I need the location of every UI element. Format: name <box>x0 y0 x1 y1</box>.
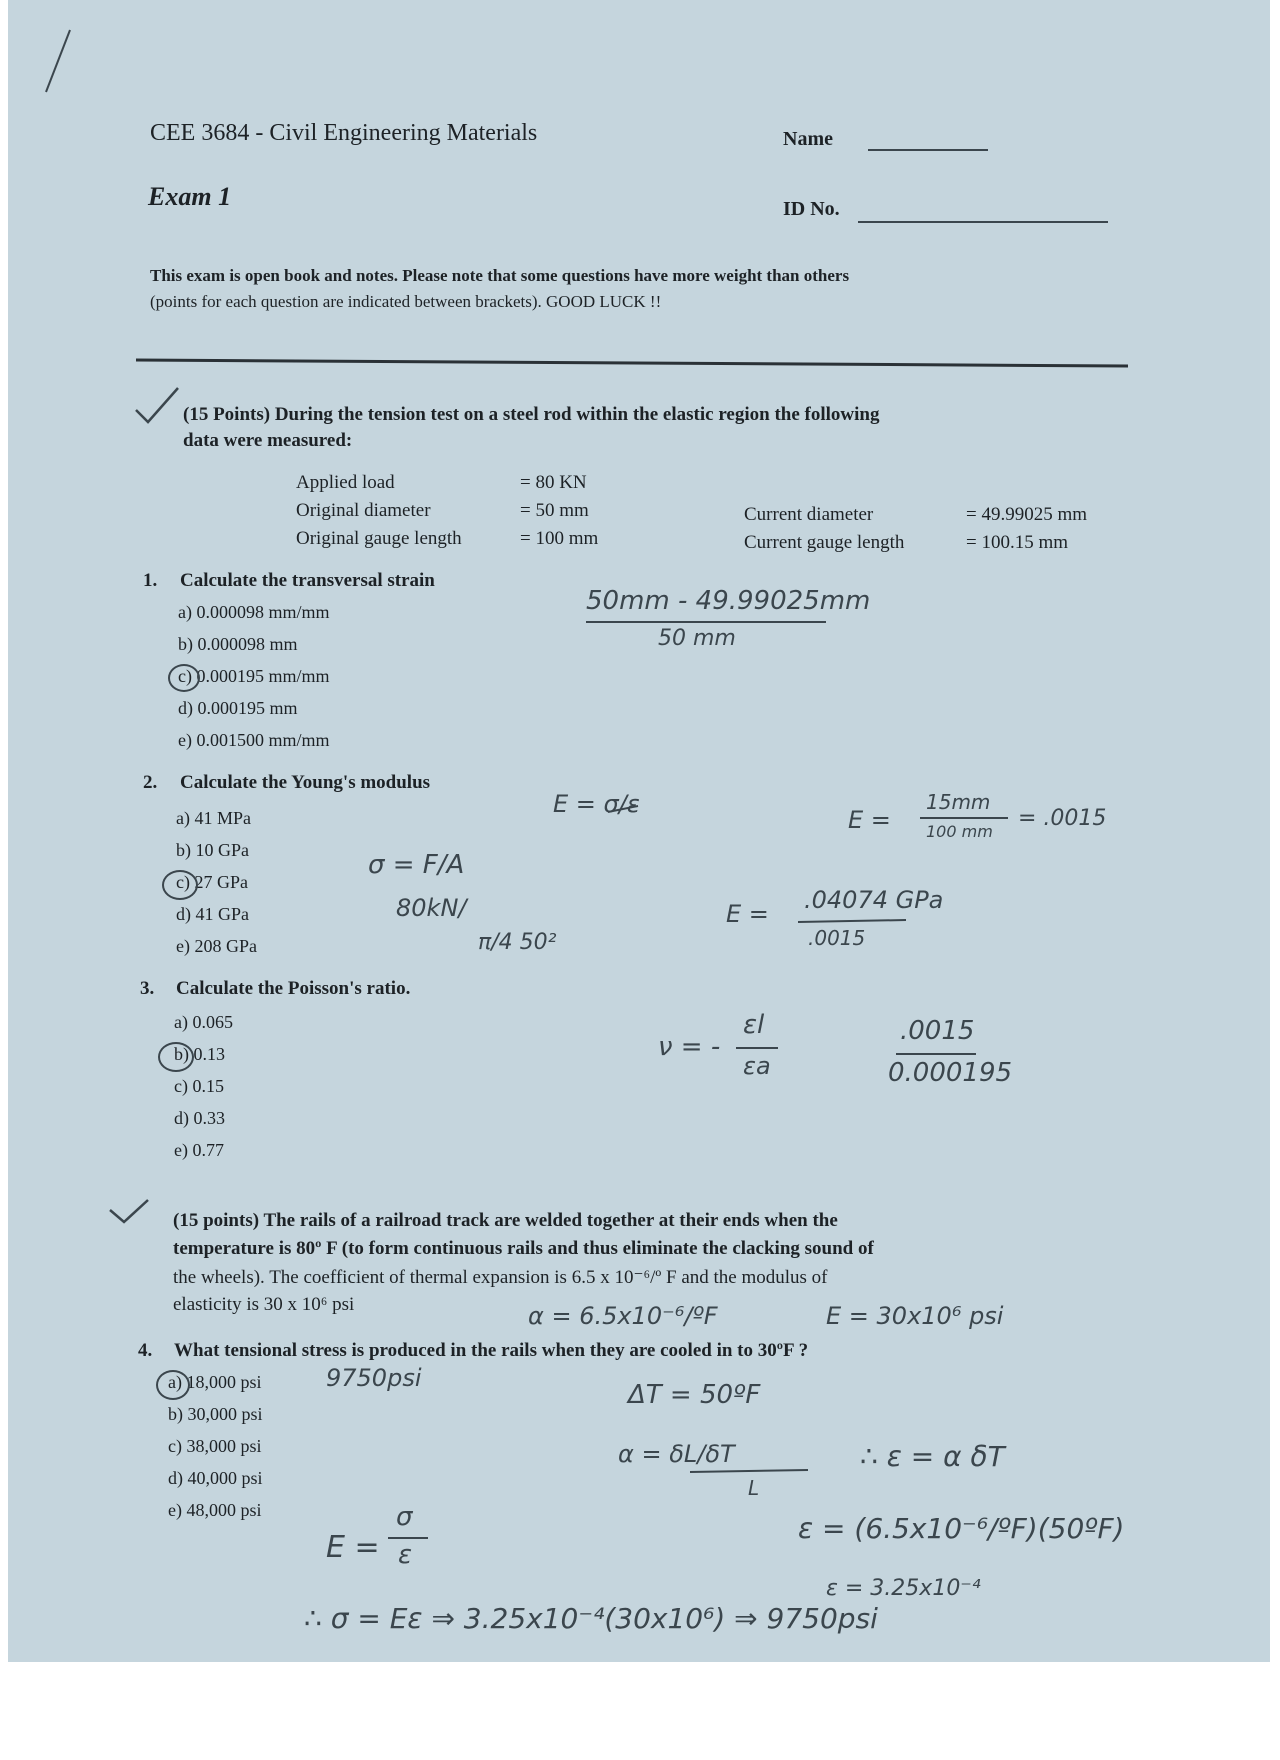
hw-strain-denominator: 50 mm <box>658 626 736 651</box>
hw-strain-numerator: 50mm - 49.99025mm <box>586 586 871 616</box>
problem-2-intro-1: (15 points) The rails of a railroad track are welded together at their ends when the <box>173 1210 838 1231</box>
hw-e-def-lhs: E = <box>326 1530 380 1565</box>
q2-option-b[interactable]: b) 10 GPa <box>176 840 249 860</box>
question-4-number: 4. <box>138 1340 153 1361</box>
q1-answer-circle <box>168 664 200 692</box>
q4-option-a[interactable]: a) 18,000 psi <box>168 1372 262 1392</box>
hw-eps-result: = .0015 <box>1018 806 1107 831</box>
q1-option-a[interactable]: a) 0.000098 mm/mm <box>178 602 330 622</box>
hw-alpha-definition-den: L <box>748 1476 760 1500</box>
hw-poisson-numerator: εl <box>743 1010 765 1040</box>
question-4-text: What tensional stress is produced in the rails when they are cooled in to 30ºF ? <box>174 1340 809 1361</box>
hw-alpha-definition: α = δL/δT <box>618 1440 735 1468</box>
current-gauge-value: = 100.15 mm <box>966 532 1069 553</box>
name-label: Name <box>783 128 833 150</box>
hw-eps-numerator: 15mm <box>926 790 991 814</box>
original-gauge-label: Original gauge length <box>296 528 462 549</box>
q3-option-c[interactable]: c) 0.15 <box>174 1076 224 1096</box>
hw-poisson-value-numerator: .0015 <box>900 1016 975 1046</box>
current-diameter-value: = 49.99025 mm <box>966 504 1088 525</box>
q3-answer-circle <box>158 1042 194 1072</box>
q4-option-b[interactable]: b) 30,000 psi <box>168 1404 263 1424</box>
question-3-number: 3. <box>140 978 155 999</box>
hw-answer-note: 9750psi <box>326 1364 422 1392</box>
q4-option-e[interactable]: e) 48,000 psi <box>168 1500 262 1520</box>
q4-option-d[interactable]: d) 40,000 psi <box>168 1468 263 1488</box>
q3-option-b[interactable]: b) 0.13 <box>174 1044 225 1064</box>
hw-eps-calculation: ε = (6.5x10⁻⁶/ºF)(50ºF) <box>798 1512 1125 1545</box>
problem-1-intro-1: (15 Points) During the tension test on a steel rod within the elastic region the following <box>183 404 880 425</box>
exam-page <box>8 0 1270 1662</box>
hw-eps-formula: ∴ ε = α δT <box>860 1440 1005 1473</box>
problem-2-intro-3: the wheels). The coefficient of thermal expansion is 6.5 x 10⁻⁶/º F and the modulus of <box>173 1267 828 1288</box>
q2-option-c[interactable]: c) 27 GPa <box>176 872 248 892</box>
question-1-number: 1. <box>143 570 158 591</box>
problem-1-intro-2: data were measured: <box>183 430 353 451</box>
id-label: ID No. <box>783 198 840 220</box>
hw-sigma-numerator: 80kN/ <box>396 894 467 922</box>
hw-sigma-denominator: π/4 50² <box>478 930 557 955</box>
checkmark-problem-2 <box>110 1200 148 1222</box>
q1-option-e[interactable]: e) 0.001500 mm/mm <box>178 730 330 750</box>
exam-number: Exam 1 <box>148 182 232 211</box>
original-diameter-value: = 50 mm <box>520 500 589 521</box>
hw-e-denominator: .0015 <box>808 926 866 950</box>
q1-option-c[interactable]: c) 0.000195 mm/mm <box>178 666 330 686</box>
hw-e-def-denominator: ε <box>398 1540 413 1570</box>
corner-pen-stroke <box>46 30 70 92</box>
q2-option-d[interactable]: d) 41 GPa <box>176 904 249 924</box>
hw-eps-denominator: 100 mm <box>926 822 993 841</box>
question-2-number: 2. <box>143 772 158 793</box>
hw-e-numerator: .04074 GPa <box>804 886 944 914</box>
q3-option-e[interactable]: e) 0.77 <box>174 1140 224 1160</box>
hw-e-note: E = 30x10⁶ psi <box>826 1302 1004 1330</box>
q4-answer-circle <box>156 1370 190 1400</box>
e-fraction-bar <box>798 920 906 922</box>
q1-option-d[interactable]: d) 0.000195 mm <box>178 698 298 718</box>
q2-answer-circle <box>162 870 198 900</box>
original-gauge-value: = 100 mm <box>520 528 599 549</box>
hw-e-prefix: E = <box>726 900 769 928</box>
problem-2-intro-4: elasticity is 30 x 10⁶ psi <box>173 1294 355 1315</box>
q3-option-a[interactable]: a) 0.065 <box>174 1012 233 1032</box>
hw-poisson-value-denominator: 0.000195 <box>888 1058 1013 1088</box>
instructions-line-1: This exam is open book and notes. Please note that some questions have more weight than others <box>150 266 850 285</box>
alpha-fraction-bar <box>690 1470 808 1472</box>
hw-final-epsilon: ε = 3.25x10⁻⁴ <box>826 1576 981 1601</box>
current-gauge-label: Current gauge length <box>744 532 905 553</box>
question-3-text: Calculate the Poisson's ratio. <box>176 978 411 999</box>
hw-poisson-denominator: εa <box>743 1052 771 1080</box>
question-1-text: Calculate the transversal strain <box>180 570 435 591</box>
hw-poisson-lhs: ν = - <box>658 1032 721 1062</box>
hw-young-formula: E = σ/ε <box>553 790 640 818</box>
q4-option-c[interactable]: c) 38,000 psi <box>168 1436 262 1456</box>
applied-load-label: Applied load <box>296 472 395 493</box>
instructions-line-2: (points for each question are indicated between brackets). GOOD LUCK !! <box>150 292 662 311</box>
hw-e-def-numerator: σ <box>396 1502 413 1532</box>
hw-final-calculation: ∴ σ = Eε ⇒ 3.25x10⁻⁴(30x10⁶) ⇒ 9750psi <box>304 1602 878 1635</box>
course-title: CEE 3684 - Civil Engineering Materials <box>150 120 538 146</box>
applied-load-value: = 80 KN <box>520 472 587 493</box>
q3-option-d[interactable]: d) 0.33 <box>174 1108 225 1128</box>
question-2-text: Calculate the Young's modulus <box>180 772 431 793</box>
hw-sigma-formula: σ = F/A <box>368 850 465 880</box>
hw-delta-t: ΔT = 50ºF <box>628 1380 761 1410</box>
original-diameter-label: Original diameter <box>296 500 431 521</box>
hw-alpha-note: α = 6.5x10⁻⁶/ºF <box>528 1302 718 1330</box>
section-divider <box>136 360 1128 366</box>
checkmark-problem-1 <box>136 388 178 422</box>
q2-option-a[interactable]: a) 41 MPa <box>176 808 251 828</box>
q1-option-b[interactable]: b) 0.000098 mm <box>178 634 298 654</box>
current-diameter-label: Current diameter <box>744 504 874 525</box>
problem-2-intro-2: temperature is 80º F (to form continuous rails and thus eliminate the clacking sound of <box>173 1238 874 1259</box>
hw-eps-lhs: E = <box>848 806 891 834</box>
q2-option-e[interactable]: e) 208 GPa <box>176 936 257 956</box>
